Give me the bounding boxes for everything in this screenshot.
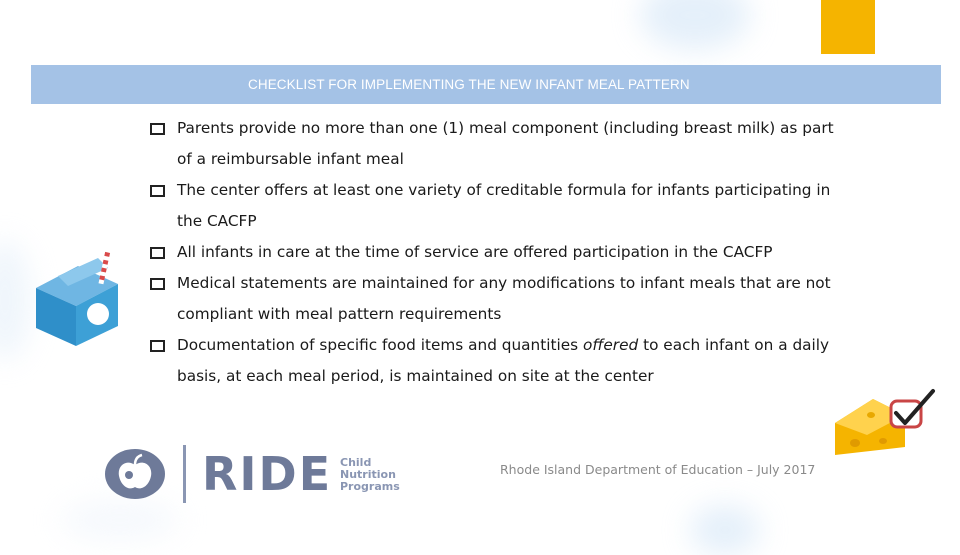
program-name — [340, 457, 400, 493]
checkbox[interactable] — [150, 185, 165, 197]
checklist-item — [150, 237, 850, 268]
background-blob — [0, 240, 30, 360]
text-segment: Documentation of specific food items and quantities — [177, 336, 583, 354]
checklist-item-text: The center offers at least one variety of creditable formula for infants participating in the CACFP — [177, 181, 831, 230]
milk-carton-icon — [28, 248, 128, 348]
checklist-item — [150, 175, 850, 237]
checklist-item — [150, 268, 850, 330]
footer-credit: Rhode Island Department of Education – July 2017 — [500, 462, 816, 477]
cheese-icon — [833, 385, 943, 460]
background-blob — [60, 500, 180, 540]
checklist-item-text: All infants in care at the time of service are offered participation in the CACFP — [177, 243, 773, 261]
checkbox[interactable] — [150, 278, 165, 290]
checklist-item — [150, 113, 850, 175]
accent-bar — [821, 0, 875, 54]
apple-icon — [105, 449, 165, 499]
checkbox[interactable] — [150, 247, 165, 259]
program-name-line: Nutrition — [340, 468, 396, 481]
checklist-item-text — [177, 330, 849, 392]
checkbox[interactable] — [150, 340, 165, 352]
logo-divider — [183, 445, 186, 503]
checklist-item-text: Parents provide no more than one (1) meal component (including breast milk) as part of a reimbursable infant meal — [177, 119, 834, 168]
ride-wordmark: RIDE — [202, 447, 333, 501]
checklist-item — [150, 330, 850, 392]
checklist-item-text: Medical statements are maintained for any modifications to infant meals that are not compliant with meal pattern requirements — [177, 274, 831, 323]
background-blob — [690, 505, 760, 555]
text-segment: to each infant on a daily basis, at each meal period, is maintained on site at the center — [177, 336, 830, 385]
program-name-line: Programs — [340, 480, 400, 493]
page-title: CHECKLIST FOR IMPLEMENTING THE NEW INFANT MEAL PATTERN — [248, 77, 690, 92]
emphasized-text: offered — [582, 336, 639, 354]
ride-logo — [105, 445, 425, 505]
header-band — [31, 65, 941, 104]
checkbox[interactable] — [150, 123, 165, 135]
background-blob — [640, 0, 750, 50]
checklist — [150, 113, 850, 392]
program-name-line: Child — [340, 456, 372, 469]
